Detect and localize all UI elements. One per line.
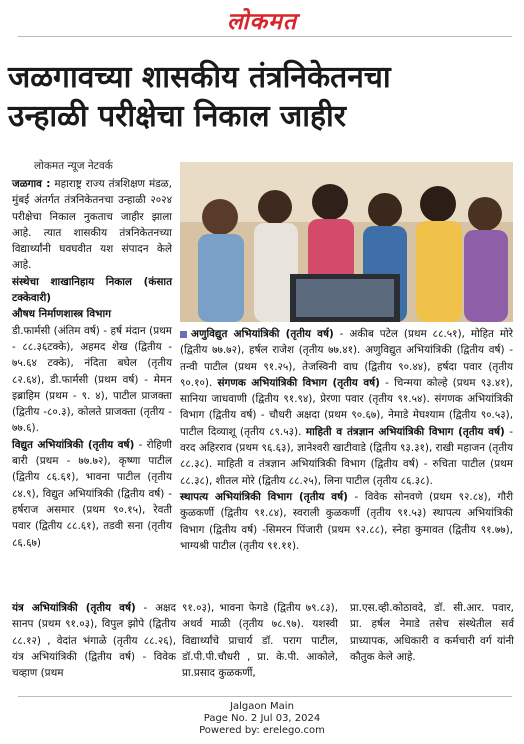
masthead — [0, 4, 524, 34]
pharmacy-heading: औषध निर्माणशास्त्र विभाग — [12, 308, 111, 321]
civil-results: - विवेक सोनवणे (प्रथम ९२.८४), गौरी कुळकर्णी (द्वितीय ९१.८४), स्वराली कुळकर्णी (तृतीय ९१.५३) स्थापत्य अभियांत्रिकी विभाग (द्वितीय वर्ष) -सिमरन पिंजारी (प्रथम ९२.८८), स्नेहा कुमावत (द्वितीय ९१.७७), भाग्यश्री पाटील (तृतीय ९१.११). — [180, 490, 514, 552]
intro-text: महाराष्ट्र राज्य तंत्रशिक्षण मंडळ, मुंबई अंतर्गत तंत्रनिकेतनचा उन्हाळी २०२४ परीक्षेचा निकाल नुकताच जाहीर झाला आहे. त्यात शासकीय तंत्रनिकेतनच्या विद्यार्थ्यांनी घवघवीत यश संपादन केले आहे. — [12, 178, 172, 272]
electrical-results: - रोहिणी बारी (प्रथम - ७७.७२), कृष्णा पाटील (द्वितीय ८६.६१), भावना पाटील (तृतीय ८४.९), विद्युत अभियांत्रिकी (द्वितीय वर्ष) - हर्षराज असमार (प्रथम ९०.१५), रेवती पवार (द्वितीय ८८.६१), तडवी सना (तृतीय ८६.६७) — [12, 438, 172, 549]
students-photo-image — [180, 162, 513, 322]
dateline: जळगाव : — [12, 178, 51, 190]
byline: लोकमत न्यूज नेटवर्क — [34, 160, 113, 172]
electrical-paragraph — [12, 437, 172, 551]
headline-line-2: उन्हाळी परीक्षेचा निकाल जाहीर — [8, 99, 346, 134]
it-results: - वरद अहिरराव (प्रथम ९६.६३), ज्ञानेश्वरी खाटीवाडे (द्वितीय ९३.३१), राखी महाजन (तृतीय ८८.३८). माहिती व तंत्रज्ञान अभियांत्रिकी विभाग (द्वितीय वर्ष) - रुचिता पाटील (प्रथम ८८.३८), शीतल मोरे (द्वितीय ८८.२५), लिना पाटील (तृतीय ८६.३८). — [180, 425, 513, 487]
electrical-heading: विद्युत अभियांत्रिकी (तृतीय वर्ष) — [12, 438, 135, 451]
article-photo — [180, 162, 513, 322]
bullet-square-icon — [180, 331, 187, 338]
article-column-3: प्रा.एस.व्ही.कोठावदे, डॉ. सी.आर. पवार, प्रा. हर्षल नेमाडे तसेच संस्थेतील सर्व प्राध्यापक, अधिकारी व कर्मचारी वर्ग यांनी कौतुक केले आहे. — [350, 602, 514, 663]
top-rule — [18, 36, 512, 37]
article-column-1-bottom — [12, 600, 176, 681]
footer-powered-by[interactable]: Powered by: erelego.com — [199, 725, 325, 736]
article-wide-column — [180, 326, 513, 554]
electronics-paragraph — [180, 326, 513, 489]
electronics-results: - अकीब पटेल (प्रथम ८८.५१), मोहित मोरे (द्वितीय ७७.७२), हर्षल राजेश (तृतीय ७७.४१). अणुविद्युत अभियांत्रिकी (द्वितीय वर्ष) - तन्वी पाटील (प्रथम ९१.२५), तेजस्विनी वाघ (द्वितीय ९०.४४), हर्षदा पवार (तृतीय ९०.१०). — [180, 328, 513, 389]
intro-paragraph — [12, 176, 172, 274]
article-column-2: ९१.०३), भावना फेगडे (द्वितीय ७९.८३), अथर्व माळी (तृतीय ७८.९७). यशस्वी विद्यार्थ्यांचे प्राचार्य डॉ. पराग पाटील, डॉ.पी.पी.चौधरी , प्रा. के.पी. आकोले, प्रा.प्रसाद कुळकर्णी, — [182, 602, 338, 680]
footer-page-date: Page No. 2 Jul 03, 2024 — [203, 713, 321, 724]
bottom-rule — [18, 696, 512, 697]
article-column-1 — [12, 176, 172, 551]
headline-line-1: जळगावच्या शासकीय तंत्रनिकेतनचा — [8, 60, 391, 95]
headline — [8, 58, 518, 136]
mechanical-results: - अक्षद सानप (प्रथम ९१.०३), विपुल झोपे (द्वितीय ८८.१२) , वेदांत भंगाळे (तृतीय ८८.२६), यंत्र अभियांत्रिकी (द्वितीय वर्ष) - विवेक चव्हाण (प्रथम — [12, 602, 176, 680]
computer-heading: संगणक अभियांत्रिकी विभाग (तृतीय वर्ष) — [217, 376, 380, 389]
pharmacy-results: डी.फार्मसी (अंतिम वर्ष) - हर्ष मंदान (प्रथम - ८८.३६टक्के), अहमद शेख (द्वितीय - ७५.६४ टक्के), नंदिता बघेल (तृतीय ८२.६४), डी.फार्मसी (प्रथम वर्ष) - मेमन इब्राहिम (प्रथम - ९. ४), पाटील प्राजक्ता (द्वितीय -८०.३), कोलते प्राजक्ता (तृतीय - ७७.६). — [12, 324, 172, 435]
computer-results: - चिन्मया कोल्हे (प्रथम ९३.४१), सानिया जाधवाणी (द्वितीय ९१.९४), प्रेरणा पवार (तृतीय ९१.५४). संगणक अभियांत्रिकी विभाग (द्वितीय वर्ष) - चौधरी अक्षदा (प्रथम ९०.६७), नेमाडे मेघश्याम (द्वितीय ९०.५३), पाटील दिव्याशू (तृतीय ८९.५३). — [180, 376, 513, 438]
footer — [0, 701, 524, 737]
footer-edition: Jalgaon Main — [230, 701, 294, 712]
section-subhead: संस्थेचा शाखानिहाय निकाल (कंसात टक्केवारी) — [12, 275, 172, 305]
electronics-heading: अणुविद्युत अभियांत्रिकी (तृतीय वर्ष) — [191, 328, 334, 340]
civil-paragraph — [180, 489, 513, 554]
it-heading: माहिती व तंत्रज्ञान अभियांत्रिकी विभाग (तृतीय वर्ष) — [305, 425, 505, 438]
newspaper-logo: लोकमत — [226, 8, 298, 35]
civil-heading: स्थापत्य अभियांत्रिकी विभाग (तृतीय वर्ष) — [180, 490, 348, 503]
mechanical-heading: यंत्र अभियांत्रिकी (तृतीय वर्ष) — [12, 602, 136, 614]
